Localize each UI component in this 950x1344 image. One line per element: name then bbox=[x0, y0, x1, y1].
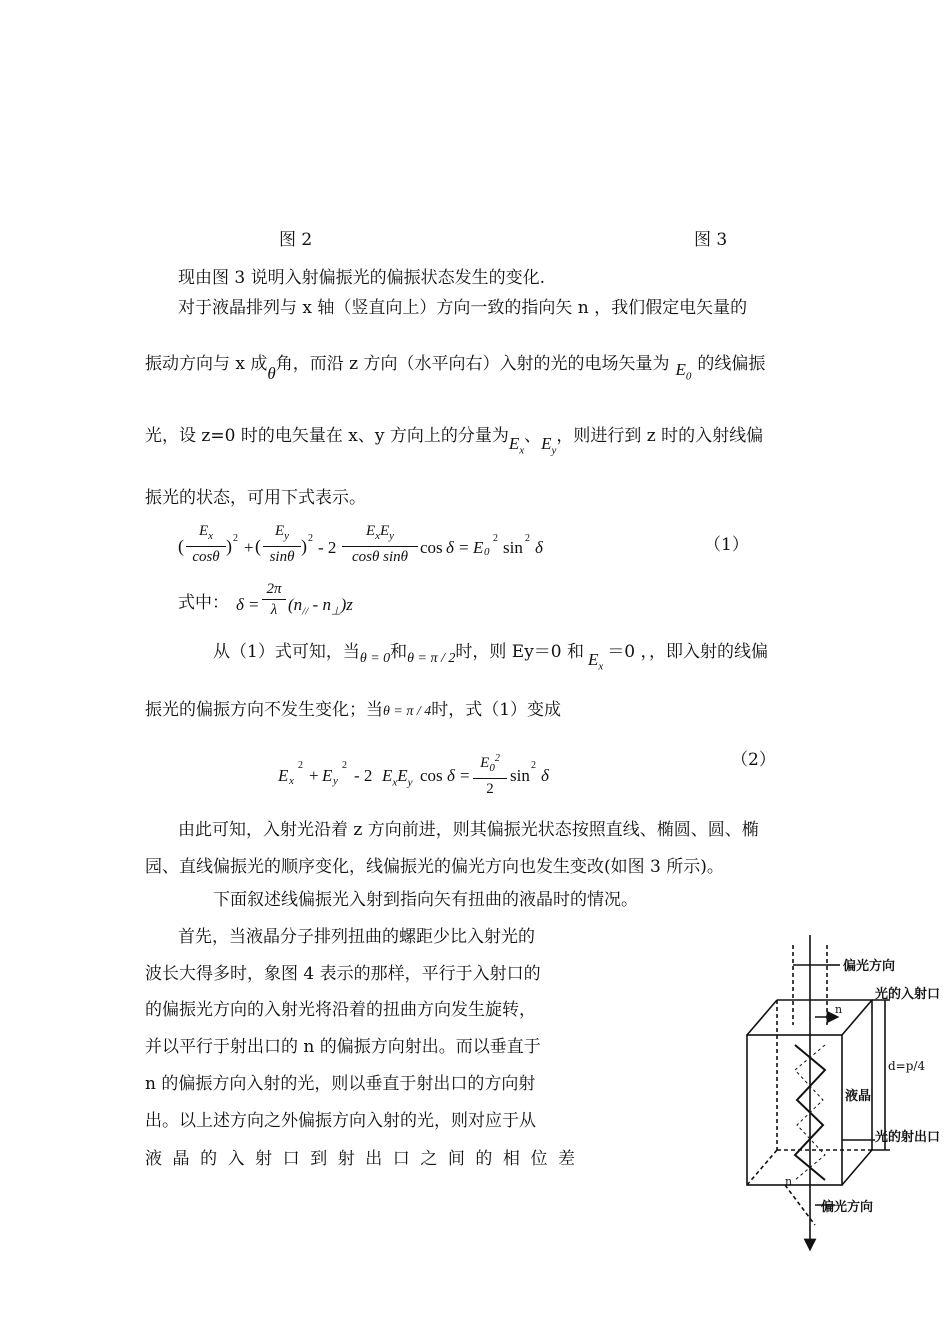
ex2-sub: x bbox=[598, 660, 604, 673]
eq2-num-power: 2 bbox=[494, 753, 500, 764]
box-front-face bbox=[747, 1035, 842, 1185]
text-line-11: 下面叙述线偏振光入射到指向矢有扭曲的液晶时的情况。 bbox=[213, 890, 638, 910]
text-line-14: 的偏振光方向的入射光将沿着的扭曲方向发生旋转， bbox=[145, 1000, 536, 1020]
eq2-fraction bbox=[473, 750, 507, 798]
eq1-delta: δ bbox=[446, 538, 454, 557]
eq2-num-base: E bbox=[480, 755, 490, 771]
ex-sub: x bbox=[519, 444, 525, 457]
eq1-fraction-2 bbox=[263, 522, 301, 566]
ex-symbol bbox=[508, 434, 525, 457]
text-line-12: 首先，当液晶分子排列扭曲的螺距少比入射光的 bbox=[178, 927, 535, 947]
box-edge-top-left bbox=[747, 1000, 777, 1035]
eq2-numerator bbox=[473, 750, 507, 777]
eq1-close-paren-1: ) bbox=[226, 536, 232, 556]
delta-def-delta: δ bbox=[236, 595, 244, 614]
text-fragment: 时，则 Ey＝0 和 bbox=[455, 642, 585, 662]
text-fragment: 光，设 z=0 时的电矢量在 x、y 方向上的分量为 bbox=[145, 426, 509, 446]
eq1-f3-bar bbox=[342, 546, 418, 547]
delta-def-fraction bbox=[262, 580, 286, 619]
eq1-f3-numerator bbox=[342, 522, 418, 545]
eq1-f3-num-sub2: y bbox=[389, 530, 395, 542]
eq2-exey-sub1: x bbox=[392, 776, 398, 789]
char: 晶 bbox=[172, 1149, 190, 1169]
eq2-sin-power: 2 bbox=[531, 760, 536, 771]
eq1-f2-num-base: E bbox=[274, 523, 285, 539]
char: 之 bbox=[420, 1149, 438, 1169]
text-line-13: 波长大得多时，象图 4 表示的那样，平行于入射口的 bbox=[145, 964, 541, 984]
fig4-label-thickness: d=p/4 bbox=[888, 1059, 926, 1073]
char: 出 bbox=[365, 1149, 383, 1169]
char: 间 bbox=[447, 1149, 465, 1169]
text-line-5: 振光的状态，可用下式表示。 bbox=[145, 488, 366, 508]
fig4-label-pol-in: 偏光方向 bbox=[843, 959, 896, 974]
text-line-17: 出。以上述方向之外偏振方向入射的光，则对应于从 bbox=[145, 1111, 536, 1131]
text-fragment: ＝0 ，，即入射的线偏 bbox=[607, 642, 769, 662]
text-fragment: 角，而沿 z 方向（水平向右）入射的光的电场矢量为 bbox=[275, 354, 670, 374]
theta-symbol: θ bbox=[267, 364, 276, 383]
eq1-e0-sub: 0 bbox=[484, 546, 490, 558]
text-fragment: 和 bbox=[390, 642, 408, 662]
eq1-plus: + bbox=[244, 538, 254, 557]
eq1-equals: = bbox=[459, 538, 469, 557]
eq1-f1-numerator bbox=[186, 522, 226, 545]
delta-def-denominator: λ bbox=[270, 602, 278, 618]
eq2-equals: = bbox=[460, 766, 470, 785]
ex2-base: E bbox=[588, 650, 599, 669]
box-edge-top-right bbox=[842, 1000, 872, 1035]
fig4-label-n-top: n bbox=[835, 1003, 843, 1016]
eq2-ex-power: 2 bbox=[298, 760, 303, 771]
eq1-f1-num-base: E bbox=[198, 523, 209, 539]
e0-symbol bbox=[675, 360, 692, 383]
eq2-exey-e2: E bbox=[397, 766, 408, 785]
eq1-f2-num-sub: y bbox=[284, 530, 290, 542]
eq1-number: （1） bbox=[704, 535, 749, 555]
box-edge-bottom-left bbox=[747, 1150, 777, 1185]
delta-def-equals: = bbox=[249, 595, 259, 614]
delta-def-paren-close: ) bbox=[340, 595, 347, 614]
eq2-ey-power: 2 bbox=[342, 760, 347, 771]
delta-def-minus: - bbox=[312, 595, 319, 614]
eq1-delta-2: δ bbox=[535, 538, 543, 557]
eq1-e0-power: 2 bbox=[493, 533, 498, 544]
eq1-f2-numerator bbox=[263, 522, 301, 545]
ey-base: E bbox=[541, 434, 552, 453]
fig4-label-n-bottom: n bbox=[785, 1175, 793, 1188]
text-line-4 bbox=[145, 426, 764, 457]
text-fragment: 从（1）式可知，当 bbox=[213, 642, 360, 662]
delta-def-n-perp: n bbox=[322, 595, 331, 614]
eq2-ex-ey bbox=[382, 767, 413, 788]
figure-4-diagram bbox=[735, 935, 950, 1255]
eq2-ey: E bbox=[322, 766, 333, 785]
delta-def-bar bbox=[262, 599, 286, 600]
eq1-open-paren-1: ( bbox=[178, 536, 184, 556]
char: 射 bbox=[337, 1149, 355, 1169]
condition-theta-quarter-pi: θ = π / 4 bbox=[383, 704, 432, 719]
text-fragment: 振动方向与 x 成 bbox=[145, 354, 268, 374]
text-line-15: 并以平行于射出口的 n 的偏振方向射出。而以垂直于 bbox=[145, 1037, 541, 1057]
e0-base: E bbox=[675, 360, 686, 379]
delta-def-n-parallel-sub: // bbox=[302, 605, 309, 618]
text-line-3 bbox=[145, 354, 766, 383]
e0-sub: 0 bbox=[685, 370, 692, 383]
condition-theta-half-pi: θ = π / 2 bbox=[407, 651, 456, 666]
caption-figure-3: 图 3 bbox=[694, 230, 728, 250]
eq2-denominator: 2 bbox=[486, 781, 494, 797]
eq1-close-paren-2: ) bbox=[301, 536, 307, 556]
eq1-f1-num-sub: x bbox=[208, 530, 214, 542]
text-line-7 bbox=[213, 642, 769, 673]
condition-theta-zero: θ = 0 bbox=[359, 651, 391, 666]
eq1-power-1: 2 bbox=[233, 533, 238, 544]
text-line-1: 现由图 3 说明入射偏振光的偏振状态发生的变化. bbox=[178, 268, 546, 288]
eq1-sin: sin bbox=[503, 538, 523, 557]
delta-def-paren-open: ( bbox=[288, 595, 294, 614]
eq2-delta-2: δ bbox=[541, 766, 549, 785]
char: 液 bbox=[145, 1149, 162, 1169]
eq2-plus: + bbox=[309, 766, 319, 785]
eq1-sin-power: 2 bbox=[525, 533, 530, 544]
text-fragment: 振光的偏振方向不发生变化；当 bbox=[145, 700, 383, 720]
eq2-ey-sub: y bbox=[333, 775, 338, 787]
char: 差 bbox=[557, 1149, 575, 1169]
eq1-cos: cos bbox=[420, 538, 443, 557]
char: 的 bbox=[475, 1149, 493, 1169]
eq1-f3-denominator: cosθ sinθ bbox=[352, 549, 408, 565]
char: 相 bbox=[502, 1149, 520, 1169]
eq1-e0: E bbox=[473, 538, 484, 557]
char: 位 bbox=[530, 1149, 548, 1169]
text-fragment: ，则进行到 z 时的入射线偏 bbox=[556, 426, 764, 446]
caption-figure-2: 图 2 bbox=[279, 230, 313, 250]
delta-def-n-parallel: n bbox=[293, 595, 303, 614]
eq1-open-paren-2: ( bbox=[255, 536, 261, 556]
eq2-exey-sub2: y bbox=[407, 776, 413, 789]
eq2-sin: sin bbox=[510, 766, 530, 785]
eq1-f1-denominator: cosθ bbox=[192, 549, 220, 565]
char: 的 bbox=[200, 1149, 218, 1169]
fig4-label-lc: 液晶 bbox=[845, 1089, 872, 1104]
eq1-f3-num-e2: E bbox=[380, 523, 390, 539]
eq2-number: （2） bbox=[731, 750, 776, 770]
fig4-label-exit: 光的射出口 bbox=[875, 1130, 941, 1145]
eq2-delta: δ bbox=[447, 766, 455, 785]
ey-sub: y bbox=[551, 444, 557, 457]
eq1-fraction-3 bbox=[342, 522, 418, 566]
char: 口 bbox=[392, 1149, 410, 1169]
eq1-f2-denominator: sinθ bbox=[269, 549, 295, 565]
eq1-f2-bar bbox=[263, 546, 301, 547]
ey-symbol bbox=[541, 434, 557, 457]
delta-def-n-perp-sub: ⊥ bbox=[330, 605, 341, 618]
eq2-cos: cos bbox=[420, 766, 443, 785]
eq2-exey-e1: E bbox=[382, 766, 393, 785]
text-line-8 bbox=[145, 702, 561, 719]
eq1-fraction-1 bbox=[186, 522, 226, 566]
ex-base: E bbox=[508, 434, 520, 453]
text-fragment: 时，式（1）变成 bbox=[431, 700, 562, 720]
fig4-label-entrance: 光的入射口 bbox=[875, 987, 941, 1002]
delta-def-z: z bbox=[346, 595, 353, 614]
eq1-f1-bar bbox=[186, 546, 226, 547]
eq1-power-2: 2 bbox=[308, 533, 313, 544]
text-line-18 bbox=[145, 1151, 575, 1168]
eq1-minus-two: - 2 bbox=[318, 538, 337, 557]
eq2-bar bbox=[473, 778, 507, 779]
eq2-num-sub: 0 bbox=[489, 762, 495, 774]
text-line-16: n 的偏振方向入射的光，则以垂直于射出口的方向射 bbox=[145, 1074, 536, 1094]
char: 入 bbox=[227, 1149, 245, 1169]
text-line-2: 对于液晶排列与 x 轴（竖直向上）方向一致的指向矢 n ，我们假定电矢量的 bbox=[178, 298, 748, 318]
eq2-minus-two: - 2 bbox=[354, 766, 373, 785]
char: 口 bbox=[282, 1149, 300, 1169]
eq2-ex-sub: x bbox=[289, 775, 294, 787]
text-fragment: 的线偏振 bbox=[697, 354, 766, 374]
eq2-ex: E bbox=[278, 766, 289, 785]
text-line-6: 式中： bbox=[178, 593, 229, 613]
eq1-f3-num-e1: E bbox=[365, 523, 376, 539]
char: 到 bbox=[310, 1149, 328, 1169]
delta-def-numerator: 2π bbox=[266, 581, 282, 597]
eq1-f3-num-sub1: x bbox=[375, 530, 380, 542]
delta-def-expression bbox=[288, 596, 353, 617]
fig4-label-pol-out: 偏光方向 bbox=[821, 1200, 874, 1215]
text-line-10: 园、直线偏振光的顺序变化，线偏振光的偏光方向也发生变改(如图 3 所示)。 bbox=[145, 857, 724, 877]
text-fragment: 、 bbox=[524, 426, 542, 446]
text-line-9: 由此可知，入射光沿着 z 方向前进，则其偏振光状态按照直线、椭圆、圆、椭 bbox=[178, 820, 759, 840]
ex-symbol-2 bbox=[588, 650, 604, 673]
char: 射 bbox=[255, 1149, 273, 1169]
